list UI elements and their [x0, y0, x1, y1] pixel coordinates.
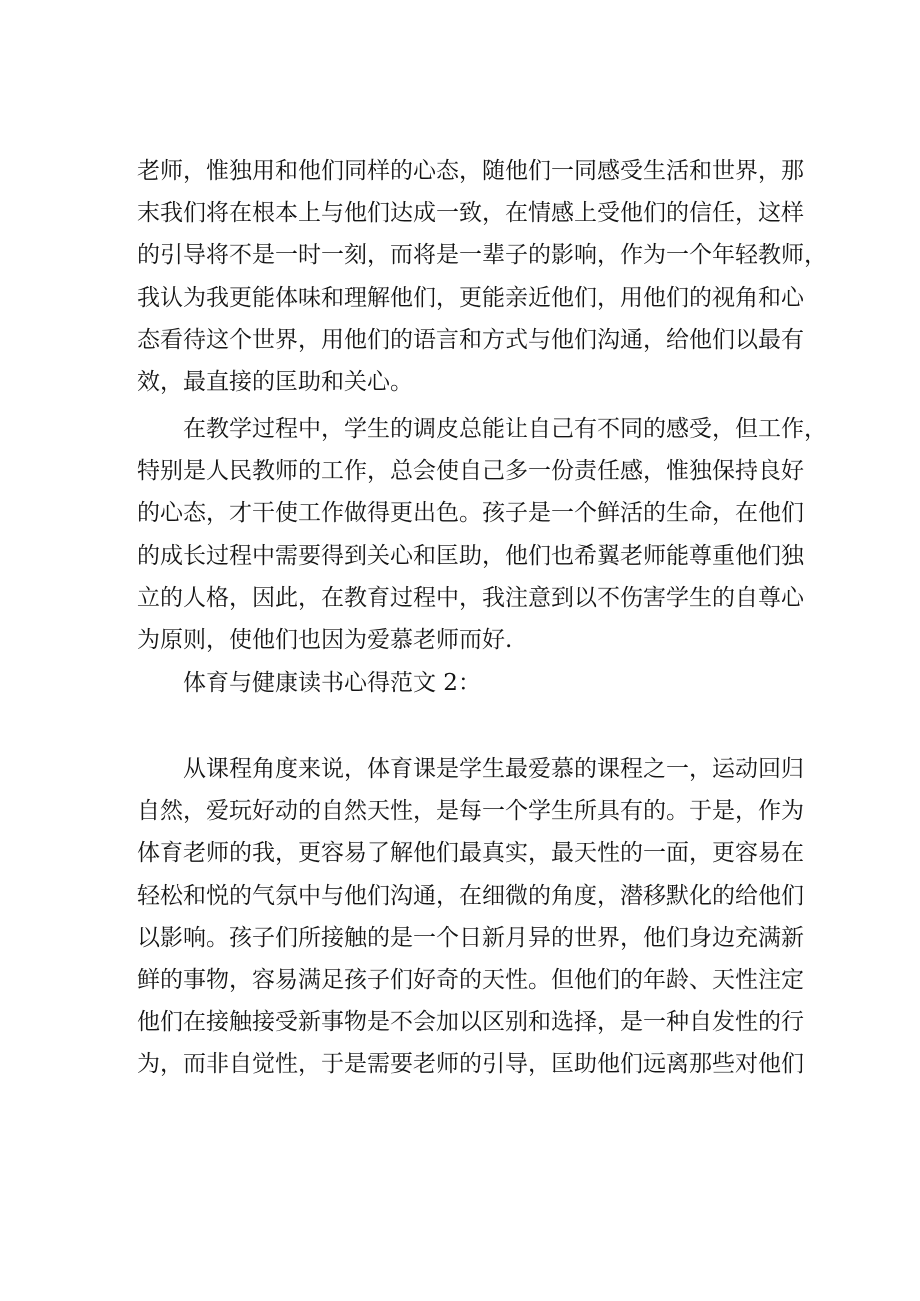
text-line: 鲜的事物，容易满足孩子们好奇的天性。但他们的年龄、天性注定 [137, 966, 804, 993]
paragraph-3 [137, 748, 804, 1086]
text-line: 在教学过程中，学生的调皮总能让自己有不同的感受，但工作， [183, 416, 827, 442]
text-line: 体育老师的我，更容易了解他们最真实，最天性的一面，更容易在 [137, 840, 804, 867]
text-line: 以影响。孩子们所接触的是一个日新月异的世界，他们身边充满新 [137, 924, 804, 951]
text-line: 自然，爱玩好动的自然天性，是每一个学生所具有的。于是，作为 [137, 798, 804, 825]
text-line: 的成长过程中需要得到关心和匡助，他们也希翼老师能尊重他们独 [137, 542, 804, 569]
text-line: 从课程角度来说，体育课是学生最爱慕的课程之一，运动回归 [183, 756, 804, 782]
paragraph-1 [137, 150, 827, 403]
text-line: 立的人格，因此，在教育过程中，我注意到以不伤害学生的自尊心 [137, 584, 804, 611]
text-line: 的引导将不是一时一刻，而将是一辈子的影响，作为一个年轻教师， [137, 242, 827, 269]
text-line: 态看待这个世界，用他们的语言和方式与他们沟通，给他们以最有 [137, 326, 804, 353]
text-line: 轻松和悦的气氛中与他们沟通，在细微的角度，潜移默化的给他们 [137, 882, 804, 909]
text-line: 他们在接触接受新事物是不会加以区别和选择，是一种自发性的行 [137, 1009, 804, 1036]
heading-text: 体育与健康读书心得范文 2： [183, 670, 481, 696]
text-line: 效，最直接的匡助和关心。 [137, 368, 413, 395]
section-heading [137, 662, 797, 704]
text-line: 特别是人民教师的工作，总会使自己多一份责任感，惟独保持良好 [137, 458, 804, 485]
text-line: 为，而非自觉性，于是需要老师的引导，匡助他们远离那些对他们 [137, 1051, 804, 1078]
text-line: 老师，惟独用和他们同样的心态，随他们一同感受生活和世界，那 [137, 158, 804, 184]
text-line: 为原则，使他们也因为爱慕老师而好. [137, 626, 513, 653]
text-line: 末我们将在根本上与他们达成一致，在情感上受他们的信任，这样 [137, 200, 804, 227]
text-line: 的心态，才干使工作做得更出色。孩子是一个鲜活的生命，在他们 [137, 500, 804, 527]
text-line: 我认为我更能体味和理解他们，更能亲近他们，用他们的视角和心 [137, 284, 804, 311]
paragraph-2 [137, 408, 827, 661]
